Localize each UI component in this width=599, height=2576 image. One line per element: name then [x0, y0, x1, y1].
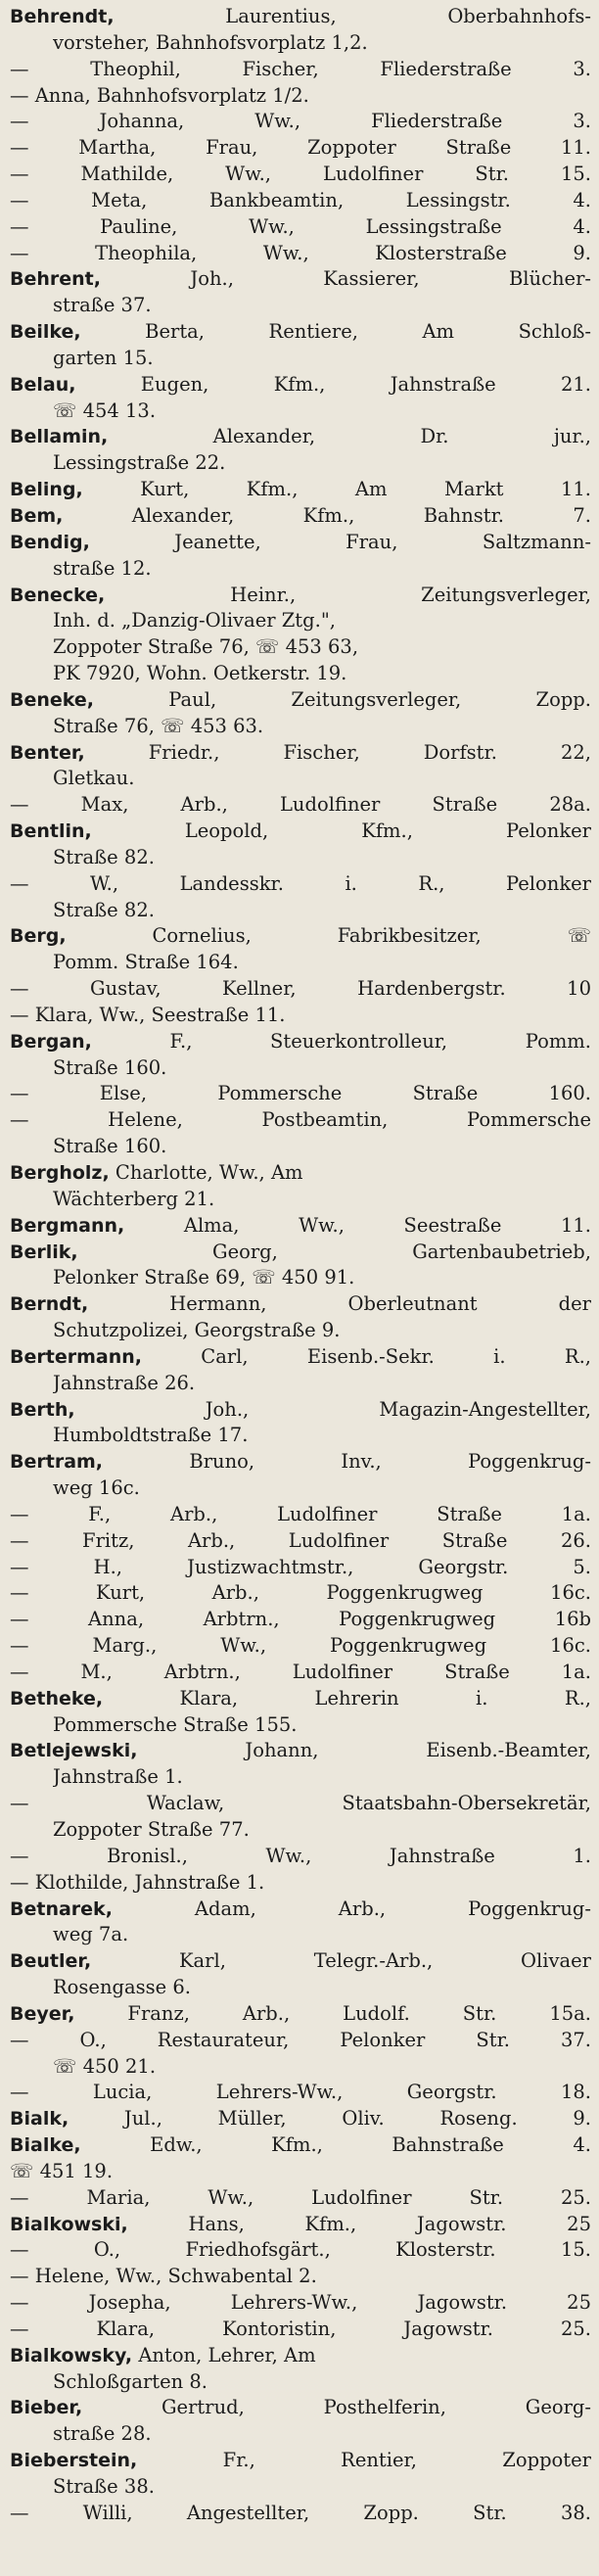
- entry-line: Behrent, Joh., Kassierer, Blücher-: [10, 268, 591, 291]
- surname: Bendig,: [10, 531, 90, 553]
- entry-continuation-line: Straße 76, ☏ 453 63.: [53, 715, 264, 737]
- entry-continuation-line: Inh. d. „Danzig-Olivaer Ztg.",: [53, 610, 336, 632]
- surname: Beling,: [10, 479, 83, 501]
- entry-line: — Bronisl., Ww., Jahnstraße 1.: [10, 1845, 591, 1867]
- entry-continuation-line: Zoppoter Straße 77.: [53, 1819, 250, 1841]
- entry-line: Bialkowski, Hans, Kfm., Jagowstr. 25: [10, 2213, 591, 2235]
- entry-line: Bergmann, Alma, Ww., Seestraße 11.: [10, 1214, 591, 1237]
- surname: Bieberstein,: [10, 2450, 138, 2472]
- entry-continuation-line: Straße 82.: [53, 899, 155, 921]
- surname: Beyer,: [10, 2002, 75, 2025]
- surname: Beneke,: [10, 688, 95, 711]
- entry-continuation-line: straße 12.: [53, 557, 152, 580]
- surname: Bertram,: [10, 1451, 104, 1474]
- surname: Benter,: [10, 741, 85, 764]
- entry-continuation-line: Schloßgarten 8.: [53, 2370, 208, 2393]
- entry-line: — Theophila, Ww., Klosterstraße 9.: [10, 242, 591, 264]
- entry-line: Bialke, Edw., Kfm., Bahnstraße 4.: [10, 2134, 591, 2156]
- entry-continuation-line: vorsteher, Bahnhofsvorplatz 1,2.: [53, 31, 368, 54]
- entry-line: — W., Landesskr. i. R., Pelonker: [10, 872, 591, 895]
- entry-line: Bergan, F., Steuerkontrolleur, Pomm.: [10, 1030, 591, 1053]
- entry-line: Belau, Eugen, Kfm., Jahnstraße 21.: [10, 373, 591, 396]
- entry-line: — Klothilde, Jahnstraße 1.: [10, 1871, 265, 1894]
- surname: Bialke,: [10, 2134, 81, 2156]
- entry-line: Berth, Joh., Magazin-Angestellter,: [10, 1398, 591, 1421]
- entry-continuation-line: Pommersche Straße 155.: [53, 1713, 298, 1736]
- entry-line: — Maria, Ww., Ludolfiner Str. 25.: [10, 2186, 591, 2209]
- entry-line: — Else, Pommersche Straße 160.: [10, 1083, 591, 1105]
- entry-continuation-line: garten 15.: [53, 347, 154, 369]
- surname: Bieber,: [10, 2397, 83, 2419]
- entry-continuation-line: Gletkau.: [53, 768, 135, 790]
- entry-line: — Theophil, Fischer, Fliederstraße 3.: [10, 58, 591, 80]
- entry-line: Benecke, Heinr., Zeitungsverleger,: [10, 584, 591, 606]
- entry-line: ☏ 451 19.: [10, 2160, 114, 2182]
- entry-line: Bellamin, Alexander, Dr. jur.,: [10, 426, 591, 448]
- entry-continuation-line: Jahnstraße 1.: [53, 1766, 183, 1789]
- entry-line: Bertermann, Carl, Eisenb.-Sekr. i. R.,: [10, 1345, 591, 1368]
- entry-line: Bendig, Jeanette, Frau, Saltzmann-: [10, 531, 591, 553]
- entry-line: Betlejewski, Johann, Eisenb.-Beamter,: [10, 1740, 591, 1762]
- entry-line: Berlik, Georg, Gartenbaubetrieb,: [10, 1241, 591, 1263]
- entry-continuation-line: Jahnstraße 26.: [53, 1372, 196, 1394]
- entry-continuation-line: weg 7a.: [53, 1924, 129, 1946]
- entry-line: — Helene, Postbeamtin, Pommersche: [10, 1109, 591, 1132]
- entry-line: — Marg., Ww., Poggenkrugweg 16c.: [10, 1635, 591, 1658]
- surname: Bergan,: [10, 1030, 92, 1053]
- entry-line: — Willi, Angestellter, Zopp. Str. 38.: [10, 2502, 591, 2524]
- entry-line: — Martha, Frau, Zoppoter Straße 11.: [10, 137, 591, 160]
- surname: Betnarek,: [10, 1897, 113, 1920]
- entry-continuation-line: ☏ 454 13.: [53, 399, 157, 422]
- entry-continuation-line: ☏ 450 21.: [53, 2055, 157, 2078]
- entry-line: Bialk, Jul., Müller, Oliv. Roseng. 9.: [10, 2108, 591, 2131]
- entry-continuation-line: Straße 38.: [53, 2476, 155, 2498]
- entry-continuation-line: Zoppoter Straße 76, ☏ 453 63,: [53, 636, 359, 659]
- entry-line: — O., Friedhofsgärt., Klosterstr. 15.: [10, 2239, 591, 2262]
- entry-line: — Mathilde, Ww., Ludolfiner Str. 15.: [10, 164, 591, 185]
- entry-line: Bentlin, Leopold, Kfm., Pelonker: [10, 820, 591, 842]
- surname: Bergholz,: [10, 1162, 110, 1184]
- entry-continuation-line: Straße 82.: [53, 846, 155, 868]
- entry-line: Beutler, Karl, Telegr.-Arb., Olivaer: [10, 1950, 591, 1973]
- entry-line: — Pauline, Ww., Lessingstraße 4.: [10, 215, 591, 238]
- entry-line: — Klara, Kontoristin, Jagowstr. 25.: [10, 2318, 591, 2340]
- entry-continuation-line: Humboldtstraße 17.: [53, 1425, 249, 1447]
- surname: Belau,: [10, 373, 76, 396]
- entry-line: — Johanna, Ww., Fliederstraße 3.: [10, 111, 591, 133]
- surname: Benecke,: [10, 584, 106, 606]
- surname: Bialkowsky,: [10, 2344, 133, 2366]
- surname: Bellamin,: [10, 426, 109, 448]
- entry-line: Beyer, Franz, Arb., Ludolf. Str. 15a.: [10, 2002, 591, 2025]
- entry-continuation-line: straße 37.: [53, 295, 152, 317]
- entry-line: Beilke, Berta, Rentiere, Am Schloß-: [10, 321, 591, 344]
- surname: Beutler,: [10, 1950, 92, 1973]
- entry-line: — H., Justizwachtmstr., Georgstr. 5.: [10, 1556, 591, 1578]
- entry-line: — Anna, Bahnhofsvorplatz 1/2.: [10, 84, 309, 107]
- entry-line: Beling, Kurt, Kfm., Am Markt 11.: [10, 479, 591, 501]
- entry-line: Bialkowsky, Anton, Lehrer, Am: [10, 2344, 316, 2366]
- entry-continuation-line: Rosengasse 6.: [53, 1977, 191, 1998]
- entry-line: — O., Restaurateur, Pelonker Str. 37.: [10, 2029, 591, 2051]
- surname: Bentlin,: [10, 820, 92, 842]
- entry-line: — Waclaw, Staatsbahn-Obersekretär,: [10, 1793, 591, 1815]
- entry-line: — Fritz, Arb., Ludolfiner Straße 26.: [10, 1529, 591, 1552]
- surname: Berndt,: [10, 1293, 89, 1316]
- entry-line: Bergholz, Charlotte, Ww., Am: [10, 1162, 303, 1184]
- surname: Behrent,: [10, 268, 101, 291]
- entry-continuation-line: Pomm. Straße 164.: [53, 952, 239, 974]
- entry-line: Berndt, Hermann, Oberleutnant der: [10, 1293, 591, 1316]
- surname: Beilke,: [10, 321, 81, 344]
- entry-continuation-line: Straße 160.: [53, 1056, 167, 1079]
- surname: Bergmann,: [10, 1214, 125, 1237]
- entry-continuation-line: Schutzpolizei, Georgstraße 9.: [53, 1320, 341, 1341]
- entry-line: Bieberstein, Fr., Rentier, Zoppoter: [10, 2450, 591, 2472]
- entry-continuation-line: Lessingstraße 22.: [53, 452, 226, 475]
- entry-line: Behrendt, Laurentius, Oberbahnhofs-: [10, 6, 591, 27]
- surname: Bem,: [10, 505, 64, 527]
- entry-line: — Gustav, Kellner, Hardenbergstr. 10: [10, 978, 591, 1001]
- surname: Bialkowski,: [10, 2213, 128, 2235]
- surname: Berlik,: [10, 1241, 78, 1263]
- surname: Bialk,: [10, 2108, 69, 2131]
- entry-line: — Lucia, Lehrers-Ww., Georgstr. 18.: [10, 2082, 591, 2104]
- entry-line: Berg, Cornelius, Fabrikbesitzer, ☏: [10, 925, 591, 948]
- entry-line: Bieber, Gertrud, Posthelferin, Georg-: [10, 2397, 591, 2419]
- entry-line: Bem, Alexander, Kfm., Bahnstr. 7.: [10, 505, 591, 527]
- surname: Bertermann,: [10, 1345, 142, 1368]
- entry-line: — Klara, Ww., Seestraße 11.: [10, 1004, 286, 1026]
- entry-line: Betheke, Klara, Lehrerin i. R.,: [10, 1687, 591, 1710]
- surname: Betheke,: [10, 1687, 104, 1710]
- entry-continuation-line: Pelonker Straße 69, ☏ 450 91.: [53, 1267, 355, 1289]
- entry-line: — F., Arb., Ludolfiner Straße 1a.: [10, 1503, 591, 1525]
- entry-continuation-line: Straße 160.: [53, 1136, 167, 1158]
- surname: Berg,: [10, 925, 67, 948]
- entry-line: — Helene, Ww., Schwabental 2.: [10, 2266, 317, 2288]
- entry-continuation-line: PK 7920, Wohn. Oetkerstr. 19.: [53, 663, 347, 684]
- entry-line: — M., Arbtrn., Ludolfiner Straße 1a.: [10, 1661, 591, 1683]
- surname: Behrendt,: [10, 6, 115, 27]
- entry-line: — Kurt, Arb., Poggenkrugweg 16c.: [10, 1582, 591, 1605]
- entry-line: Beneke, Paul, Zeitungsverleger, Zopp.: [10, 688, 591, 711]
- entry-continuation-line: straße 28.: [53, 2423, 152, 2446]
- entry-line: — Josepha, Lehrers-Ww., Jagowstr. 25: [10, 2292, 591, 2315]
- entry-continuation-line: Wächterberg 21.: [53, 1188, 215, 1210]
- entry-line: Bertram, Bruno, Inv., Poggenkrug-: [10, 1451, 591, 1474]
- entry-line: Betnarek, Adam, Arb., Poggenkrug-: [10, 1897, 591, 1920]
- entry-line: — Meta, Bankbeamtin, Lessingstr. 4.: [10, 189, 591, 211]
- entry-line: Benter, Friedr., Fischer, Dorfstr. 22,: [10, 741, 591, 764]
- entry-continuation-line: weg 16c.: [53, 1477, 140, 1499]
- surname: Betlejewski,: [10, 1740, 138, 1762]
- surname: Berth,: [10, 1398, 75, 1421]
- entry-line: — Anna, Arbtrn., Poggenkrugweg 16b: [10, 1609, 591, 1631]
- entry-line: — Max, Arb., Ludolfiner Straße 28a.: [10, 794, 591, 817]
